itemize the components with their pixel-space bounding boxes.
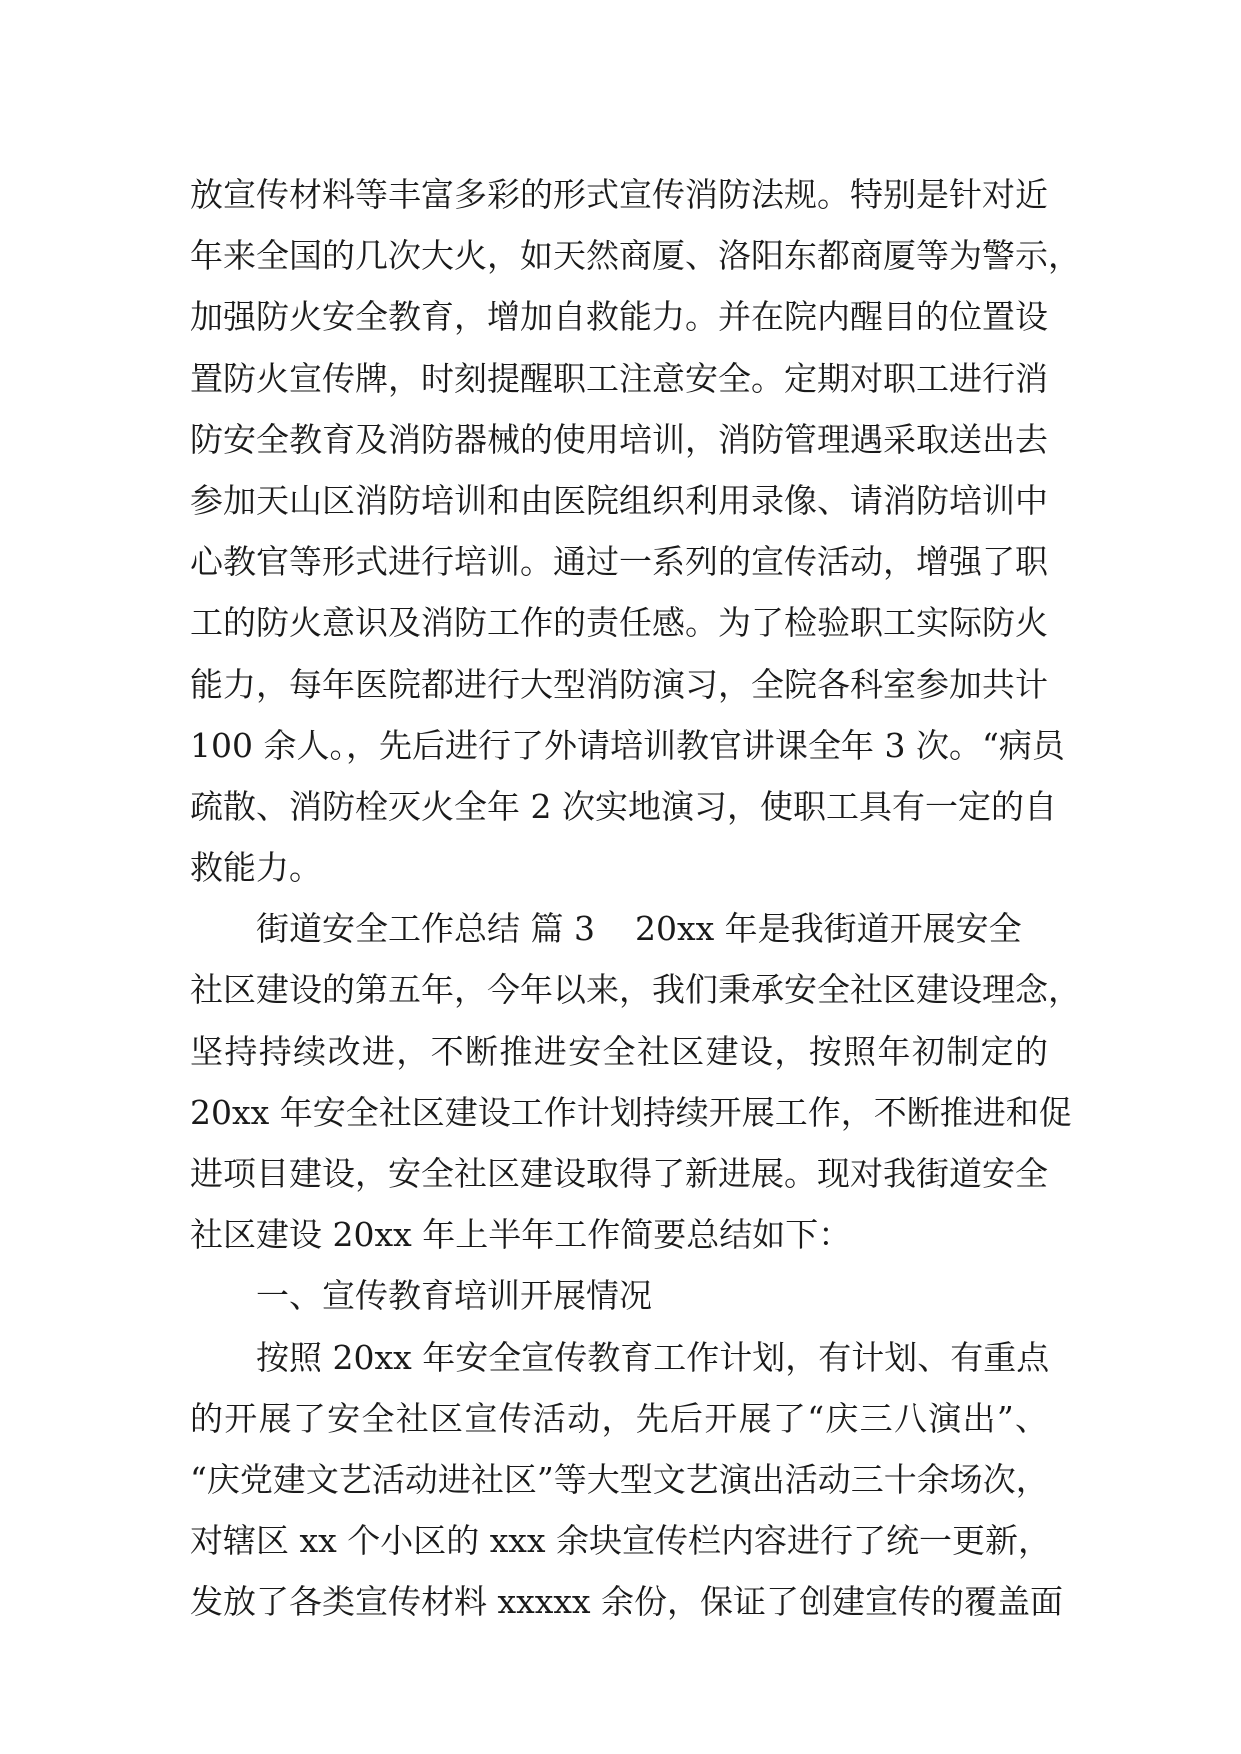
section-3-opening: 20xx 年是我街道开展安全 bbox=[634, 909, 1022, 949]
text-line: 年来全国的几次大火，如天然商厦、洛阳东都商厦等为警示， bbox=[190, 236, 1081, 276]
text-line: 疏散、消防栓灭火全年 2 次实地演习，使职工具有一定的自 bbox=[190, 786, 1057, 826]
text-line: 防安全教育及消防器械的使用培训，消防管理遇采取送出去 bbox=[190, 419, 1048, 459]
text-line: 心教官等形式进行培训。通过一系列的宣传活动，增强了职 bbox=[190, 542, 1048, 582]
text-line: 20xx 年安全社区建设工作计划持续开展工作，不断推进和促 bbox=[190, 1092, 1072, 1132]
text-line: 能力，每年医院都进行大型消防演习，全院各科室参加共计 bbox=[190, 664, 1048, 704]
text-line: 放宣传材料等丰富多彩的形式宣传消防法规。特别是针对近 bbox=[190, 175, 1048, 214]
section-3-first-line bbox=[190, 898, 1048, 959]
text-line: “庆党建文艺活动进社区”等大型文艺演出活动三十余场次， bbox=[190, 1459, 1049, 1499]
text-line: 参加天山区消防培训和由医院组织利用录像、请消防培训中 bbox=[190, 480, 1048, 520]
text-line: 社区建设 20xx 年上半年工作简要总结如下： bbox=[190, 1215, 852, 1255]
text-line: 救能力。 bbox=[190, 848, 322, 888]
text-line: 的开展了安全社区宣传活动，先后开展了“庆三八演出”、 bbox=[190, 1398, 1048, 1438]
text-line: 进项目建设，安全社区建设取得了新进展。现对我街道安全 bbox=[190, 1154, 1048, 1193]
text-line: 对辖区 xx 个小区的 xxx 余块宣传栏内容进行了统一更新， bbox=[190, 1521, 1052, 1561]
document-body bbox=[190, 164, 1081, 1633]
text-line: 按照 20xx 年安全宣传教育工作计划，有计划、有重点 bbox=[256, 1337, 1050, 1377]
text-line: 社区建设的第五年，今年以来，我们秉承安全社区建设理念， bbox=[190, 970, 1081, 1010]
section-3-title: 街道安全工作总结 篇 3 bbox=[256, 909, 595, 949]
text-line: 坚持持续改进，不断推进安全社区建设，按照年初制定的 bbox=[190, 1031, 1048, 1071]
section-heading: 一、宣传教育培训开展情况 bbox=[256, 1276, 652, 1316]
text-line: 加强防火安全教育，增加自救能力。并在院内醒目的位置设 bbox=[190, 297, 1048, 337]
text-line: 工的防火意识及消防工作的责任感。为了检验职工实际防火 bbox=[190, 603, 1048, 643]
text-line: 100 余人。，先后进行了外请培训教官讲课全年 3 次。“病员 bbox=[190, 725, 1065, 765]
text-line: 发放了各类宣传材料 xxxxx 余份，保证了创建宣传的覆盖面 bbox=[190, 1582, 1064, 1622]
text-line: 置防火宣传牌，时刻提醒职工注意安全。定期对职工进行消 bbox=[190, 358, 1048, 398]
